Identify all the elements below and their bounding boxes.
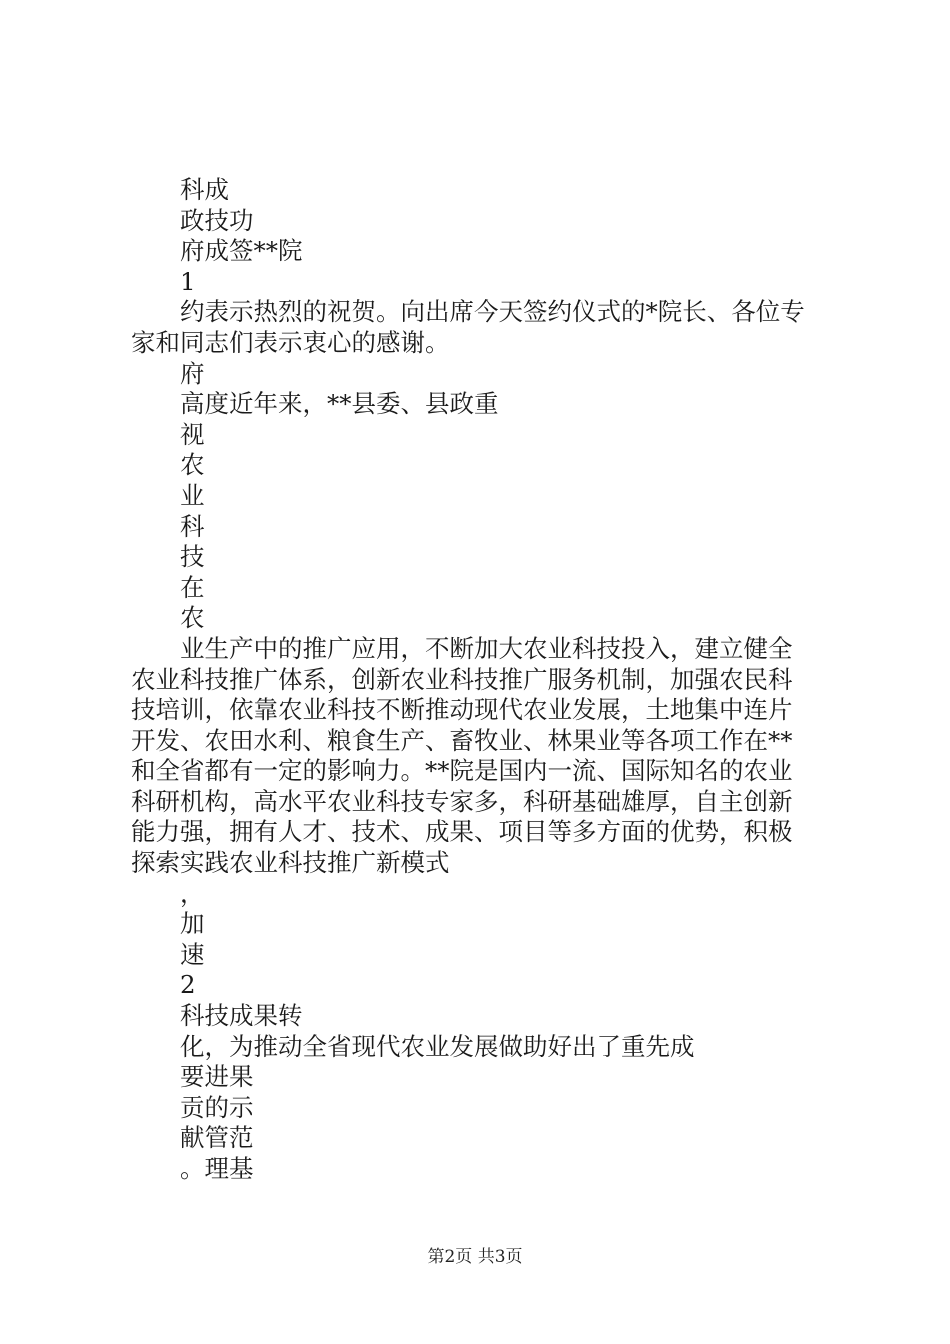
text-line: 开发、农田水利、粮食生产、畜牧业、林果业等各项工作在** [131, 725, 793, 755]
text-line: 农业科技推广体系，创新农业科技推广服务机制，加强农民科 [131, 664, 793, 694]
text-line: 献管范 [180, 1123, 254, 1153]
document-body [0, 175, 950, 1185]
text-line: 技 [180, 542, 205, 572]
text-line: 探索实践农业科技推广新模式 [131, 848, 450, 878]
text-line: 府 [180, 358, 205, 388]
text-line: 科 [180, 511, 205, 541]
text-line: 农 [180, 603, 205, 633]
text-line: 在 [180, 572, 205, 602]
text-line: 要进果 [180, 1062, 254, 1092]
text-line: 化，为推动全省现代农业发展做助好出了重先成 [180, 1031, 695, 1061]
text-line: 加 [180, 909, 205, 939]
text-line: 科成 [180, 175, 229, 204]
text-line: 家和同志们表示衷心的感谢。 [131, 327, 450, 357]
text-line: 科研机构，高水平农业科技专家多，科研基础雄厚，自主创新 [131, 786, 793, 816]
text-line: 贡的示 [180, 1092, 254, 1122]
text-line: 科技成果转 [180, 1001, 303, 1031]
text-line: 视 [180, 419, 205, 449]
text-line: 和全省都有一定的影响力。**院是国内一流、国际知名的农业 [131, 756, 793, 786]
text-line: 能力强，拥有人才、技术、成果、项目等多方面的优势，积极 [131, 817, 793, 847]
text-line: 。理基 [180, 1154, 254, 1183]
text-line: 2 [180, 970, 196, 1000]
text-line: 1 [180, 266, 196, 296]
text-line: 高度近年来，**县委、县政重 [180, 389, 499, 419]
text-line: 速 [180, 939, 205, 969]
text-line: 政技功 [180, 205, 254, 235]
text-line: 约表示热烈的祝贺。向出席今天签约仪式的*院长、各位专 [180, 297, 805, 327]
text-line: 技培训，依靠农业科技不断推动现代农业发展，土地集中连片 [131, 695, 793, 725]
text-line: 农 [180, 450, 205, 480]
text-line: 业生产中的推广应用，不断加大农业科技投入，建立健全 [180, 633, 793, 663]
text-line: 府成签**院 [180, 236, 303, 266]
text-line: 业 [180, 480, 205, 510]
text-line: ， [180, 878, 205, 908]
page-number-footer: 第2页 共3页 [427, 1247, 523, 1267]
